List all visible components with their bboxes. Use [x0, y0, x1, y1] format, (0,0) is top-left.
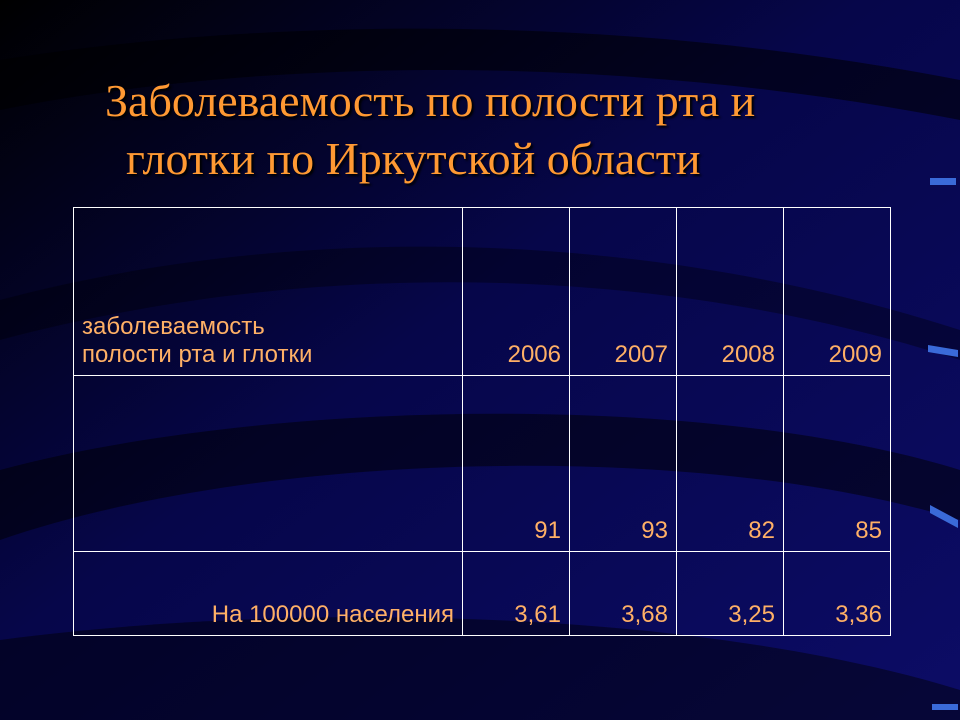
value-cell: 3,36 [784, 552, 891, 636]
value-cell: 91 [463, 376, 570, 552]
table-row [74, 552, 891, 636]
accent-bar [930, 178, 956, 185]
accent-bar [932, 704, 958, 710]
incidence-table [73, 207, 891, 636]
year-cell: 2009 [784, 208, 891, 376]
header-label-line-2: полости рта и глотки [82, 341, 313, 368]
value-cell: 93 [570, 376, 677, 552]
value-cell: 3,25 [677, 552, 784, 636]
header-label-cell [74, 208, 463, 376]
slide-title [60, 72, 900, 188]
value-cell: 3,61 [463, 552, 570, 636]
header-label-line-1: заболеваемость [82, 313, 265, 340]
year-cell: 2006 [463, 208, 570, 376]
value-cell: 3,68 [570, 552, 677, 636]
value-cell: 85 [784, 376, 891, 552]
slide-title-line-2: глотки по Иркутской области [126, 133, 701, 184]
table-header-row [74, 208, 891, 376]
year-cell: 2007 [570, 208, 677, 376]
value-cell: 82 [677, 376, 784, 552]
row-label-cell: На 100000 населения [74, 552, 463, 636]
year-cell: 2008 [677, 208, 784, 376]
table-row [74, 376, 891, 552]
slide-title-line-1: Заболеваемость по полости рта и [105, 75, 756, 126]
row-label-cell [74, 376, 463, 552]
